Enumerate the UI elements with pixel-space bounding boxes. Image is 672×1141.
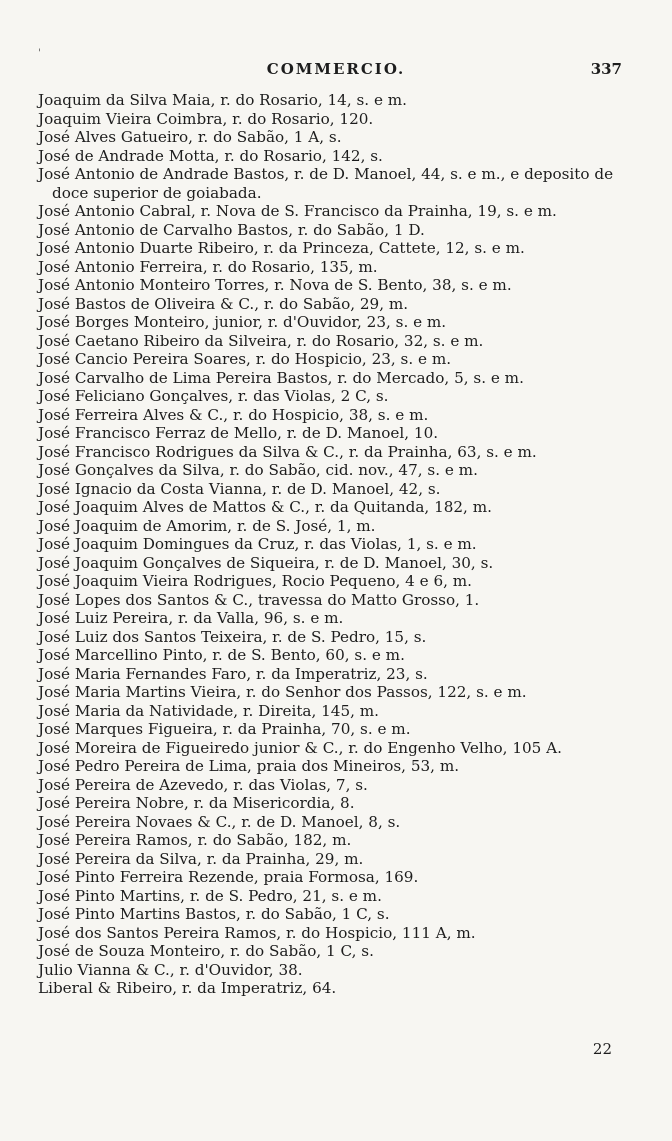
page-header xyxy=(0,60,672,82)
directory-entry: José Luiz Pereira, r. da Valla, 96, s. e m. xyxy=(38,609,344,627)
directory-entry: José Feliciano Gonçalves, r. das Violas, 2 C, s. xyxy=(38,387,389,405)
directory-entry: José de Souza Monteiro, r. do Sabão, 1 C, s. xyxy=(38,942,374,960)
directory-entry: José Pedro Pereira de Lima, praia dos Mineiros, 53, m. xyxy=(38,757,460,775)
directory-entry: José Antonio Duarte Ribeiro, r. da Princeza, Cattete, 12, s. e m. xyxy=(38,239,525,257)
margin-mark: ' xyxy=(38,48,41,59)
directory-entry: José Marcellino Pinto, r. de S. Bento, 60, s. e m. xyxy=(38,646,405,664)
directory-entry: José Pinto Ferreira Rezende, praia Formosa, 169. xyxy=(38,868,419,886)
directory-entry: Julio Vianna & C., r. d'Ouvidor, 38. xyxy=(38,960,303,979)
directory-entry: José Alves Gatueiro, r. do Sabão, 1 A, s. xyxy=(38,128,342,146)
page-title: COMMERCIO. xyxy=(266,60,406,78)
directory-entry: José Francisco Ferraz de Mello, r. de D. Manoel, 10. xyxy=(38,424,439,442)
directory-entry: José Bastos de Oliveira & C., r. do Sabão, 29, m. xyxy=(38,294,409,313)
directory-entry: José Cancio Pereira Soares, r. do Hospicio, 23, s. e m. xyxy=(38,350,452,368)
directory-entry: José Antonio de Carvalho Bastos, r. do Sabão, 1 D. xyxy=(38,220,425,239)
directory-entry: José Pinto Martins, r. de S. Pedro, 21, s. e m. xyxy=(38,886,382,905)
directory-entry: José Pinto Martins Bastos, r. do Sabão, 1 C, s. xyxy=(38,905,390,923)
directory-entry: José Pereira Novaes & C., r. de D. Manoel, 8, s. xyxy=(38,812,401,831)
directory-entry: José de Andrade Motta, r. do Rosario, 142, s. xyxy=(38,146,383,165)
directory-entry: José Antonio de Andrade Bastos, r. de D. Manoel, 44, s. e m., e deposito de doce superior de goiabada. xyxy=(38,165,614,202)
directory-entry: José Francisco Rodrigues da Silva & C., r. da Prainha, 63, s. e m. xyxy=(38,442,537,461)
directory-entry: José dos Santos Pereira Ramos, r. do Hospicio, 111 A, m. xyxy=(38,923,476,942)
directory-entry: José Antonio Ferreira, r. do Rosario, 135, m. xyxy=(38,257,378,276)
directory-entry: Joaquim da Silva Maia, r. do Rosario, 14, s. e m. xyxy=(38,91,407,109)
directory-entry: José Joaquim Vieira Rodrigues, Rocio Pequeno, 4 e 6, m. xyxy=(38,572,472,590)
directory-entry: José Luiz dos Santos Teixeira, r. de S. Pedro, 15, s. xyxy=(38,627,427,646)
directory-entry: Liberal & Ribeiro, r. da Imperatriz, 64. xyxy=(38,979,337,997)
directory-entry: José Joaquim Gonçalves de Siqueira, r. de D. Manoel, 30, s. xyxy=(38,553,494,572)
directory-entry: José Lopes dos Santos & C., travessa do Matto Grosso, 1. xyxy=(38,590,480,609)
directory-entry: José Gonçalves da Silva, r. do Sabão, cid. nov., 47, s. e m. xyxy=(38,461,478,479)
directory-entry: José Ignacio da Costa Vianna, r. de D. Manoel, 42, s. xyxy=(38,479,441,498)
directory-entry: José Maria Martins Vieira, r. do Senhor dos Passos, 122, s. e m. xyxy=(38,683,527,701)
directory-entry: Joaquim Vieira Coimbra, r. do Rosario, 120. xyxy=(38,109,374,128)
directory-entry: José Carvalho de Lima Pereira Bastos, r. do Mercado, 5, s. e m. xyxy=(38,368,524,387)
directory-entry: José Joaquim Domingues da Cruz, r. das Violas, 1, s. e m. xyxy=(38,535,477,553)
directory-entry: José Caetano Ribeiro da Silveira, r. do Rosario, 32, s. e m. xyxy=(38,331,484,350)
directory-list xyxy=(38,91,628,998)
directory-entry: José Antonio Cabral, r. Nova de S. Francisco da Prainha, 19, s. e m. xyxy=(38,202,557,220)
directory-entry: José Marques Figueira, r. da Prainha, 70, s. e m. xyxy=(38,720,411,738)
directory-entry: José Moreira de Figueiredo junior & C., r. do Engenho Velho, 105 A. xyxy=(38,738,562,757)
directory-entry: José Pereira Ramos, r. do Sabão, 182, m. xyxy=(38,831,352,849)
directory-entry: José Antonio Monteiro Torres, r. Nova de S. Bento, 38, s. e m. xyxy=(38,276,512,294)
signature-mark: 22 xyxy=(592,1040,612,1058)
directory-entry: José Joaquim de Amorim, r. de S. José, 1, m. xyxy=(38,516,376,535)
directory-entry: José Pereira da Silva, r. da Prainha, 29, m. xyxy=(38,849,364,868)
directory-entry: José Joaquim Alves de Mattos & C., r. da Quitanda, 182, m. xyxy=(38,498,492,516)
directory-entry: José Pereira de Azevedo, r. das Violas, 7, s. xyxy=(38,775,368,794)
page-number: 337 xyxy=(590,60,622,78)
directory-entry: José Borges Monteiro, junior, r. d'Ouvidor, 23, s. e m. xyxy=(38,313,447,331)
directory-entry: José Maria da Natividade, r. Direita, 145, m. xyxy=(38,701,380,720)
directory-entry: José Ferreira Alves & C., r. do Hospicio, 38, s. e m. xyxy=(38,405,429,424)
directory-entry: José Maria Fernandes Faro, r. da Imperatriz, 23, s. xyxy=(38,664,428,683)
directory-entry: José Pereira Nobre, r. da Misericordia, 8. xyxy=(38,794,355,812)
